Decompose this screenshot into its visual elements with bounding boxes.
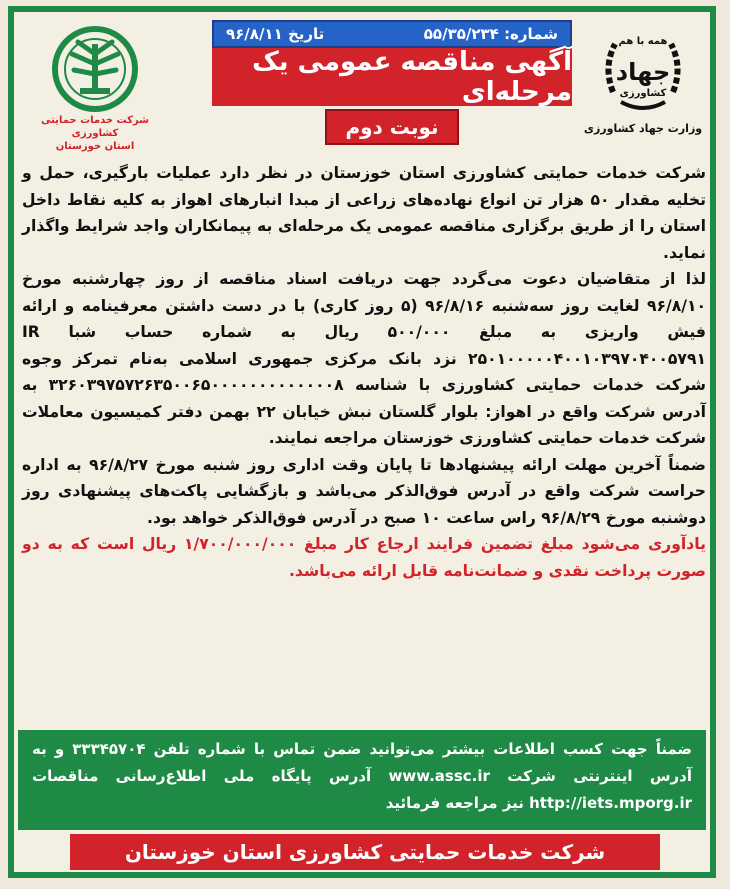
footer-banner: شرکت خدمات حمایتی کشاورزی استان خوزستان — [70, 834, 660, 870]
notice-title: آگهی مناقصه عمومی یک مرحله‌ای — [212, 48, 572, 106]
paragraph-intro: شرکت خدمات حمایتی کشاورزی استان خوزستان در نظر دارد عملیات بارگیری، حمل و تخلیه مقدار ۵۰ هزار تن انواع نهاده‌های زراعی از مبدا انبارهای اهواز به کلیه نقاط داخل استان را از طریق برگزاری مناقصه عمومی یک مرحله‌ای به پیمانکاران واجد شرایط واگذار نماید. — [22, 164, 706, 262]
reference-number-value: ۵۵/۳۵/۲۳۴ — [423, 25, 499, 43]
portal-link[interactable]: http://iets.mporg.ir — [529, 794, 692, 812]
ministry-slogan: همه با هم — [618, 36, 668, 47]
contact-text-1: ضمناً جهت کسب اطلاعات بیشتر می‌توانید ضمن تماس با شماره تلفن ۳۳۳۴۵۷۰۴ و به آدرس اینترنتی شرکت — [32, 740, 692, 785]
contact-text-3: نیز مراجعه فرمائید — [385, 794, 524, 812]
ministry-brand: جهاد — [615, 58, 671, 86]
reference-number — [424, 25, 558, 43]
ministry-logo — [578, 22, 708, 162]
ministry-logo-caption: وزارت جهاد کشاورزی — [583, 122, 703, 135]
reference-number-label: شماره: — [504, 25, 558, 43]
notice-body — [22, 160, 706, 584]
wheat-emblem-icon — [50, 24, 140, 114]
reference-date-label: تاریخ — [287, 25, 325, 43]
paragraph-deadline: ضمناً آخرین مهلت ارائه پیشنهادها تا پایان وقت اداری روز شنبه مورخ ۹۶/۸/۲۷ به اداره حراست شرکت واقع در آدرس فوق‌الذکر می‌باشد و بازگشایی پاکت‌های پیشنهادی روز دوشنبه مورخ ۹۶/۸/۲۹ راس ساعت ۱۰ صبح در آدرس فوق‌الذکر خواهد بود. — [22, 455, 706, 527]
reference-bar — [212, 20, 572, 48]
contact-text-2: آدرس پایگاه ملی اطلاع‌رسانی مناقصات — [32, 767, 372, 785]
notice-round — [212, 106, 572, 148]
company-logo-caption-2: استان خوزستان — [55, 141, 135, 152]
website-link[interactable]: www.assc.ir — [388, 767, 490, 785]
ministry-emblem-icon — [593, 22, 693, 122]
paragraph-documents: لذا از متقاضیان دعوت می‌گردد جهت دریافت اسناد مناقصه از روز چهارشنبه مورخ ۹۶/۸/۱۰ لغایت روز سه‌شنبه ۹۶/۸/۱۶ (۵ روز کاری) با در دست داشتن معرفینامه و ارائه فیش واریزی به مبلغ ۵۰۰/۰۰۰ ریال به شماره حساب شبا IR ۲۵۰۱۰۰۰۰۰۴۰۰۱۰۳۹۷۰۴۰۰۵۷۹۱ نزد بانک مرکزی جمهوری اسلامی به‌نام تمرکز وجوه شرکت خدمات حمایتی کشاورزی با شناسه ۳۲۶۰۳۹۷۵۷۲۶۳۵۰۰۶۵۰۰۰۰۰۰۰۰۰۰۰۰۰۸ به آدرس شرکت واقع در اهواز: بلوار گلستان نبش خیابان ۲۲ بهمن دفتر کمیسیون معاملات شرکت خدمات حمایتی کشاورزی خوزستان مراجعه نمایند. — [22, 270, 707, 447]
contact-box — [18, 730, 706, 830]
reference-date — [226, 25, 324, 43]
paragraph-guarantee-note: یادآوری می‌شود مبلغ تضمین فرایند ارجاع کار مبلغ ۱/۷۰۰/۰۰۰/۰۰۰ ریال است که به دو صورت پرداخت نقدی و ضمانت‌نامه قابل ارائه می‌باشد. — [22, 535, 706, 580]
company-logo — [20, 24, 170, 164]
notice-header — [212, 20, 572, 152]
company-logo-caption-1: شرکت خدمات حمایتی کشاورزی — [40, 115, 150, 139]
reference-date-value: ۹۶/۸/۱۱ — [226, 25, 283, 43]
ministry-brand-sub: کشاورزی — [619, 88, 667, 99]
notice-round-label: نوبت دوم — [325, 109, 458, 145]
